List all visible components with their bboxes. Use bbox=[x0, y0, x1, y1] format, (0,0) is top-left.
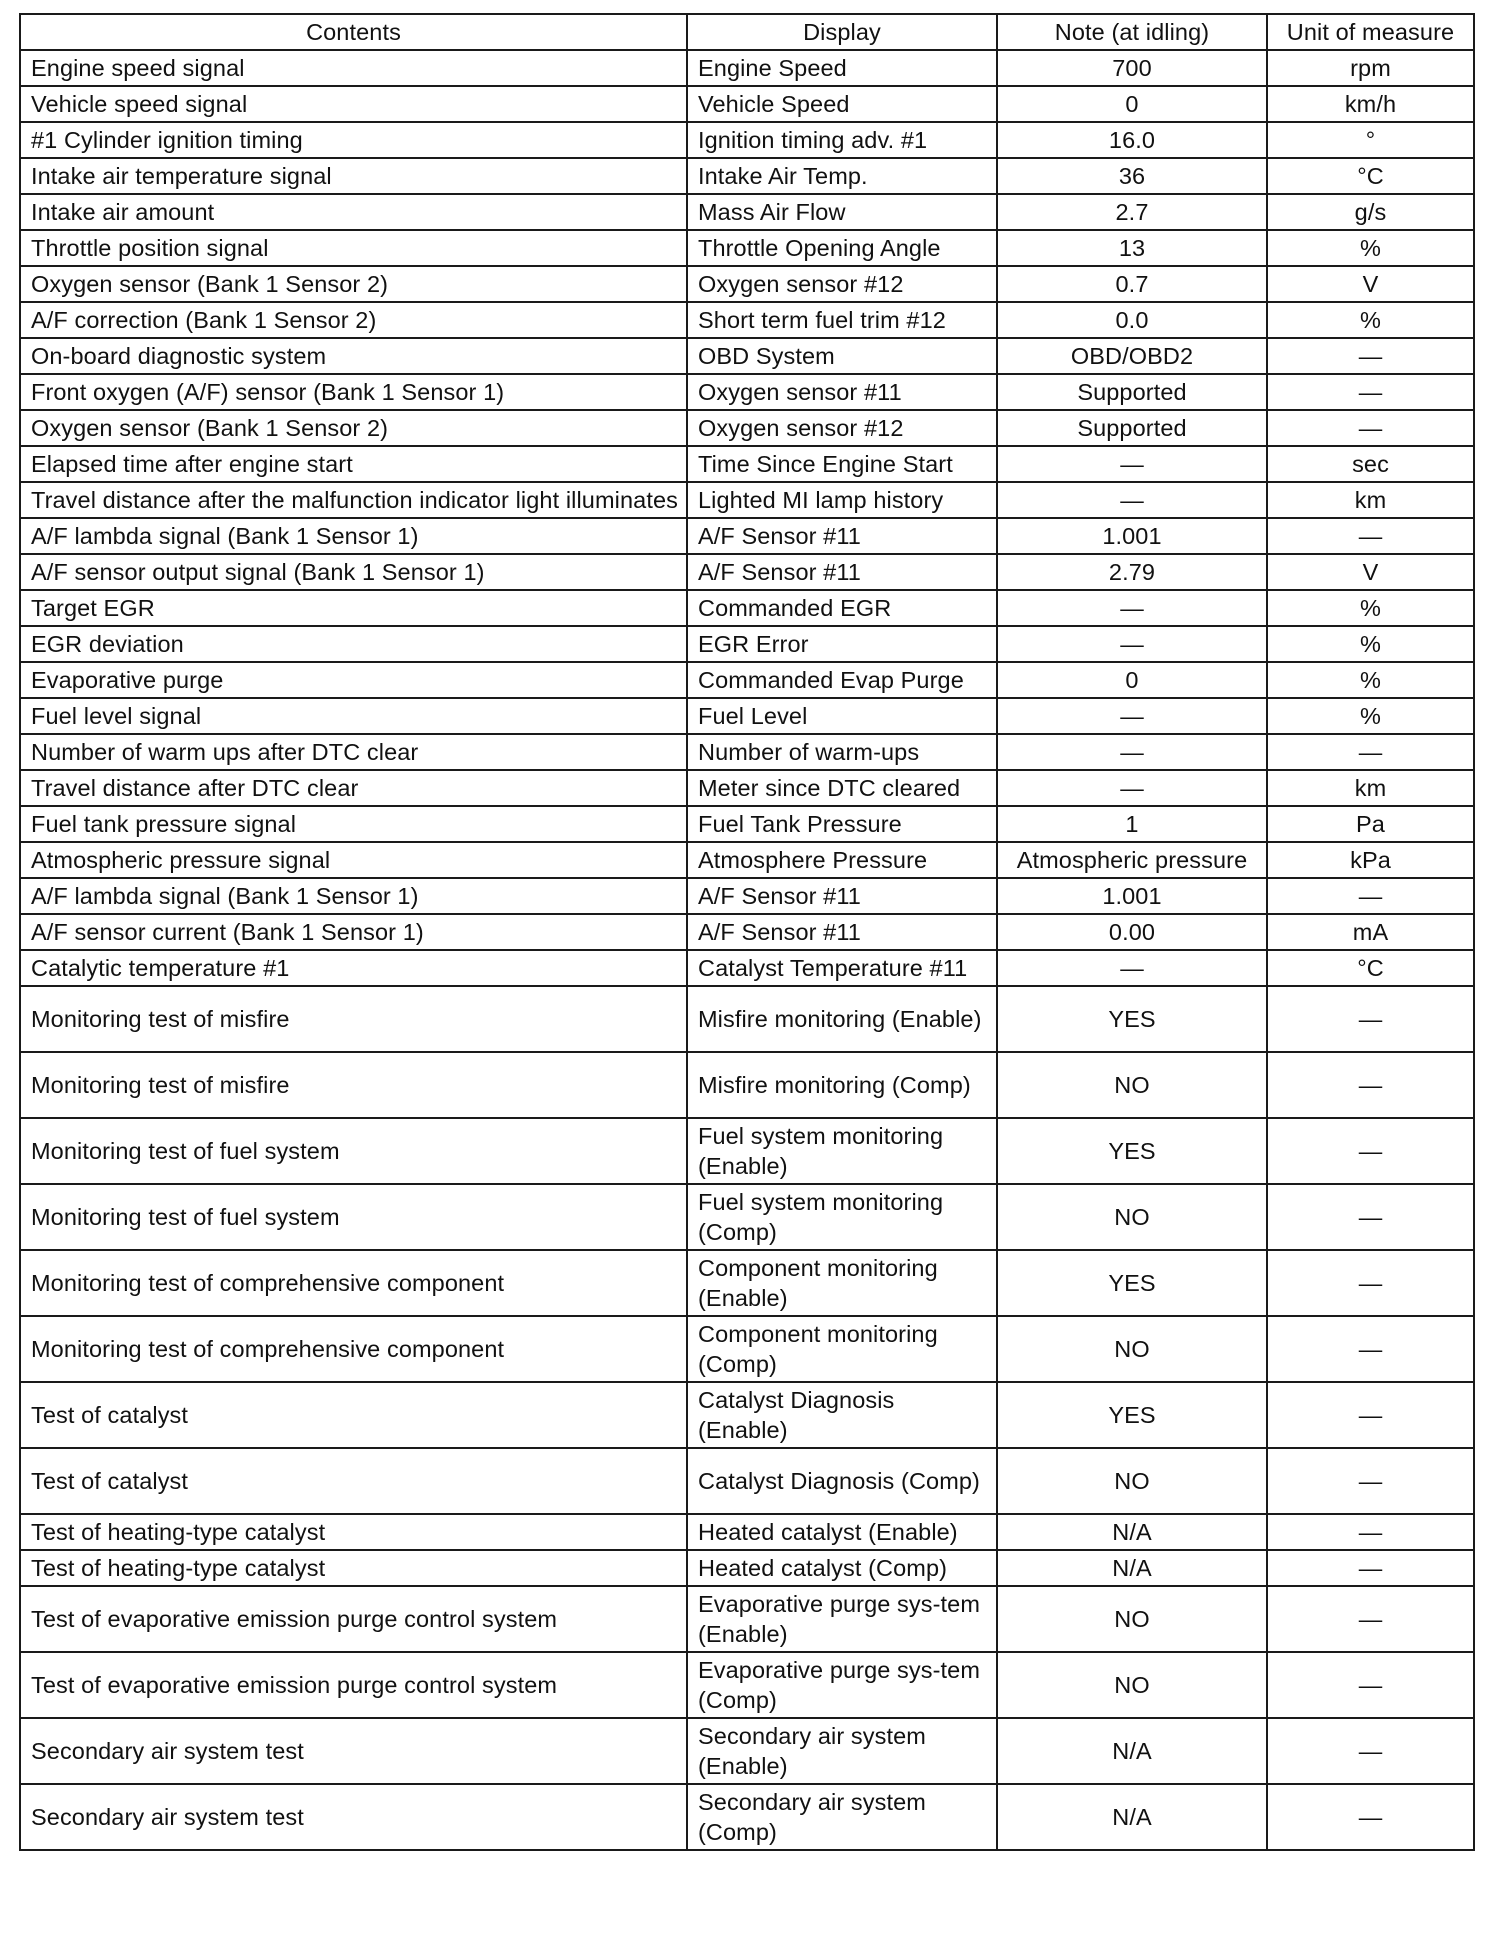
data-display-table bbox=[19, 13, 1475, 1851]
cell-contents: Monitoring test of fuel system bbox=[20, 1184, 687, 1250]
cell-unit: — bbox=[1267, 1184, 1474, 1250]
cell-contents: Test of evaporative emission purge control system bbox=[20, 1652, 687, 1718]
cell-display: Vehicle Speed bbox=[687, 86, 997, 122]
cell-unit: km/h bbox=[1267, 86, 1474, 122]
cell-display: Oxygen sensor #11 bbox=[687, 374, 997, 410]
cell-contents: EGR deviation bbox=[20, 626, 687, 662]
cell-note: YES bbox=[997, 1250, 1267, 1316]
table-row bbox=[20, 266, 1474, 302]
table-row bbox=[20, 230, 1474, 266]
cell-note: — bbox=[997, 950, 1267, 986]
table-row bbox=[20, 554, 1474, 590]
cell-display: Atmosphere Pressure bbox=[687, 842, 997, 878]
table-row bbox=[20, 194, 1474, 230]
cell-contents: Test of evaporative emission purge control system bbox=[20, 1586, 687, 1652]
cell-display: Secondary air system (Comp) bbox=[687, 1784, 997, 1850]
cell-contents: Elapsed time after engine start bbox=[20, 446, 687, 482]
table-row bbox=[20, 1382, 1474, 1448]
cell-note: NO bbox=[997, 1586, 1267, 1652]
cell-note: 1.001 bbox=[997, 518, 1267, 554]
cell-unit: — bbox=[1267, 1118, 1474, 1184]
cell-unit: km bbox=[1267, 482, 1474, 518]
cell-display: Meter since DTC cleared bbox=[687, 770, 997, 806]
table-row bbox=[20, 1250, 1474, 1316]
cell-contents: Oxygen sensor (Bank 1 Sensor 2) bbox=[20, 410, 687, 446]
cell-note: N/A bbox=[997, 1784, 1267, 1850]
cell-note: N/A bbox=[997, 1514, 1267, 1550]
cell-note: N/A bbox=[997, 1550, 1267, 1586]
cell-display: Secondary air system (Enable) bbox=[687, 1718, 997, 1784]
cell-note: NO bbox=[997, 1652, 1267, 1718]
cell-unit: — bbox=[1267, 1652, 1474, 1718]
cell-contents: Travel distance after the malfunction indicator light illuminates bbox=[20, 482, 687, 518]
cell-unit: — bbox=[1267, 1784, 1474, 1850]
cell-contents: Atmospheric pressure signal bbox=[20, 842, 687, 878]
table-row bbox=[20, 1784, 1474, 1850]
table-row bbox=[20, 86, 1474, 122]
cell-contents: Fuel level signal bbox=[20, 698, 687, 734]
cell-note: YES bbox=[997, 986, 1267, 1052]
cell-unit: — bbox=[1267, 338, 1474, 374]
header-unit: Unit of measure bbox=[1267, 14, 1474, 50]
cell-unit: — bbox=[1267, 1718, 1474, 1784]
cell-contents: Intake air temperature signal bbox=[20, 158, 687, 194]
table-row bbox=[20, 734, 1474, 770]
cell-display: Number of warm-ups bbox=[687, 734, 997, 770]
cell-unit: — bbox=[1267, 410, 1474, 446]
cell-display: Fuel Level bbox=[687, 698, 997, 734]
cell-unit: — bbox=[1267, 1316, 1474, 1382]
cell-unit: rpm bbox=[1267, 50, 1474, 86]
cell-unit: % bbox=[1267, 590, 1474, 626]
table-row bbox=[20, 1448, 1474, 1514]
cell-unit: % bbox=[1267, 230, 1474, 266]
cell-display: Commanded Evap Purge bbox=[687, 662, 997, 698]
cell-unit: — bbox=[1267, 1586, 1474, 1652]
cell-contents: Test of heating-type catalyst bbox=[20, 1514, 687, 1550]
cell-unit: mA bbox=[1267, 914, 1474, 950]
cell-note: — bbox=[997, 698, 1267, 734]
table-row bbox=[20, 842, 1474, 878]
cell-unit: — bbox=[1267, 518, 1474, 554]
table-row bbox=[20, 1586, 1474, 1652]
cell-note: 1.001 bbox=[997, 878, 1267, 914]
table-row bbox=[20, 662, 1474, 698]
cell-unit: — bbox=[1267, 1250, 1474, 1316]
cell-contents: Secondary air system test bbox=[20, 1784, 687, 1850]
cell-contents: Monitoring test of comprehensive component bbox=[20, 1250, 687, 1316]
cell-unit: °C bbox=[1267, 950, 1474, 986]
table-row bbox=[20, 446, 1474, 482]
table-row bbox=[20, 1052, 1474, 1118]
cell-unit: — bbox=[1267, 1382, 1474, 1448]
cell-unit: g/s bbox=[1267, 194, 1474, 230]
table-row bbox=[20, 1118, 1474, 1184]
cell-note: Supported bbox=[997, 374, 1267, 410]
cell-contents: On-board diagnostic system bbox=[20, 338, 687, 374]
cell-note: YES bbox=[997, 1382, 1267, 1448]
table-row bbox=[20, 518, 1474, 554]
table-row bbox=[20, 698, 1474, 734]
cell-unit: — bbox=[1267, 1514, 1474, 1550]
cell-note: 700 bbox=[997, 50, 1267, 86]
table-row bbox=[20, 626, 1474, 662]
table-row bbox=[20, 806, 1474, 842]
cell-unit: °C bbox=[1267, 158, 1474, 194]
header-row bbox=[20, 14, 1474, 50]
cell-unit: — bbox=[1267, 986, 1474, 1052]
cell-contents: Oxygen sensor (Bank 1 Sensor 2) bbox=[20, 266, 687, 302]
cell-contents: Number of warm ups after DTC clear bbox=[20, 734, 687, 770]
cell-display: Misfire monitoring (Enable) bbox=[687, 986, 997, 1052]
cell-display: Fuel system monitoring (Enable) bbox=[687, 1118, 997, 1184]
table-row bbox=[20, 374, 1474, 410]
table-row bbox=[20, 1514, 1474, 1550]
cell-note: NO bbox=[997, 1448, 1267, 1514]
cell-note: 0.7 bbox=[997, 266, 1267, 302]
table-row bbox=[20, 158, 1474, 194]
cell-display: Fuel system monitoring (Comp) bbox=[687, 1184, 997, 1250]
cell-display: Heated catalyst (Comp) bbox=[687, 1550, 997, 1586]
table-row bbox=[20, 410, 1474, 446]
cell-contents: Test of catalyst bbox=[20, 1382, 687, 1448]
cell-display: A/F Sensor #11 bbox=[687, 518, 997, 554]
cell-contents: Engine speed signal bbox=[20, 50, 687, 86]
cell-note: 2.79 bbox=[997, 554, 1267, 590]
cell-contents: Secondary air system test bbox=[20, 1718, 687, 1784]
header-display: Display bbox=[687, 14, 997, 50]
table-row bbox=[20, 1652, 1474, 1718]
table-row bbox=[20, 50, 1474, 86]
cell-display: Catalyst Diagnosis (Comp) bbox=[687, 1448, 997, 1514]
cell-display: Intake Air Temp. bbox=[687, 158, 997, 194]
cell-display: Catalyst Diagnosis (Enable) bbox=[687, 1382, 997, 1448]
cell-note: 16.0 bbox=[997, 122, 1267, 158]
cell-contents: Vehicle speed signal bbox=[20, 86, 687, 122]
cell-unit: — bbox=[1267, 1550, 1474, 1586]
cell-note: — bbox=[997, 770, 1267, 806]
cell-note: OBD/OBD2 bbox=[997, 338, 1267, 374]
cell-display: Throttle Opening Angle bbox=[687, 230, 997, 266]
cell-note: 1 bbox=[997, 806, 1267, 842]
cell-display: Heated catalyst (Enable) bbox=[687, 1514, 997, 1550]
cell-note: — bbox=[997, 446, 1267, 482]
cell-display: OBD System bbox=[687, 338, 997, 374]
cell-contents: A/F correction (Bank 1 Sensor 2) bbox=[20, 302, 687, 338]
cell-note: YES bbox=[997, 1118, 1267, 1184]
cell-display: Lighted MI lamp history bbox=[687, 482, 997, 518]
cell-contents: Fuel tank pressure signal bbox=[20, 806, 687, 842]
cell-unit: % bbox=[1267, 662, 1474, 698]
cell-display: Misfire monitoring (Comp) bbox=[687, 1052, 997, 1118]
cell-contents: A/F lambda signal (Bank 1 Sensor 1) bbox=[20, 518, 687, 554]
cell-contents: Throttle position signal bbox=[20, 230, 687, 266]
cell-contents: Monitoring test of misfire bbox=[20, 1052, 687, 1118]
cell-display: Short term fuel trim #12 bbox=[687, 302, 997, 338]
cell-note: Atmospheric pressure bbox=[997, 842, 1267, 878]
cell-note: 36 bbox=[997, 158, 1267, 194]
cell-contents: #1 Cylinder ignition timing bbox=[20, 122, 687, 158]
cell-contents: Evaporative purge bbox=[20, 662, 687, 698]
table-row bbox=[20, 590, 1474, 626]
table-row bbox=[20, 1184, 1474, 1250]
cell-unit: — bbox=[1267, 1448, 1474, 1514]
table-row bbox=[20, 914, 1474, 950]
cell-note: 2.7 bbox=[997, 194, 1267, 230]
cell-note: — bbox=[997, 590, 1267, 626]
table-row bbox=[20, 770, 1474, 806]
cell-note: — bbox=[997, 734, 1267, 770]
cell-unit: V bbox=[1267, 266, 1474, 302]
cell-note: — bbox=[997, 626, 1267, 662]
table-body bbox=[20, 50, 1474, 1850]
cell-contents: Test of catalyst bbox=[20, 1448, 687, 1514]
cell-display: Evaporative purge sys-tem (Enable) bbox=[687, 1586, 997, 1652]
cell-unit: km bbox=[1267, 770, 1474, 806]
table-row bbox=[20, 122, 1474, 158]
cell-unit: % bbox=[1267, 302, 1474, 338]
cell-contents: A/F sensor current (Bank 1 Sensor 1) bbox=[20, 914, 687, 950]
cell-unit: sec bbox=[1267, 446, 1474, 482]
cell-contents: Intake air amount bbox=[20, 194, 687, 230]
cell-contents: Test of heating-type catalyst bbox=[20, 1550, 687, 1586]
table-row bbox=[20, 482, 1474, 518]
cell-contents: Catalytic temperature #1 bbox=[20, 950, 687, 986]
cell-display: EGR Error bbox=[687, 626, 997, 662]
cell-contents: Monitoring test of fuel system bbox=[20, 1118, 687, 1184]
cell-note: NO bbox=[997, 1316, 1267, 1382]
cell-contents: A/F lambda signal (Bank 1 Sensor 1) bbox=[20, 878, 687, 914]
cell-note: N/A bbox=[997, 1718, 1267, 1784]
cell-unit: — bbox=[1267, 1052, 1474, 1118]
header-note: Note (at idling) bbox=[997, 14, 1267, 50]
cell-display: Component monitoring (Comp) bbox=[687, 1316, 997, 1382]
cell-display: Mass Air Flow bbox=[687, 194, 997, 230]
cell-unit: — bbox=[1267, 374, 1474, 410]
cell-display: A/F Sensor #11 bbox=[687, 878, 997, 914]
table-row bbox=[20, 878, 1474, 914]
cell-display: Time Since Engine Start bbox=[687, 446, 997, 482]
table-row bbox=[20, 986, 1474, 1052]
cell-note: 0 bbox=[997, 662, 1267, 698]
cell-unit: V bbox=[1267, 554, 1474, 590]
cell-note: 13 bbox=[997, 230, 1267, 266]
cell-contents: Monitoring test of comprehensive component bbox=[20, 1316, 687, 1382]
cell-note: 0 bbox=[997, 86, 1267, 122]
table-row bbox=[20, 950, 1474, 986]
cell-display: Catalyst Temperature #11 bbox=[687, 950, 997, 986]
cell-unit: % bbox=[1267, 626, 1474, 662]
cell-display: Commanded EGR bbox=[687, 590, 997, 626]
cell-display: Fuel Tank Pressure bbox=[687, 806, 997, 842]
cell-note: 0.0 bbox=[997, 302, 1267, 338]
cell-display: Engine Speed bbox=[687, 50, 997, 86]
cell-note: NO bbox=[997, 1052, 1267, 1118]
cell-contents: Travel distance after DTC clear bbox=[20, 770, 687, 806]
cell-note: 0.00 bbox=[997, 914, 1267, 950]
cell-display: Ignition timing adv. #1 bbox=[687, 122, 997, 158]
cell-note: — bbox=[997, 482, 1267, 518]
cell-unit: — bbox=[1267, 734, 1474, 770]
cell-display: Oxygen sensor #12 bbox=[687, 410, 997, 446]
cell-contents: A/F sensor output signal (Bank 1 Sensor 1) bbox=[20, 554, 687, 590]
table-header bbox=[20, 14, 1474, 50]
cell-display: Oxygen sensor #12 bbox=[687, 266, 997, 302]
cell-note: NO bbox=[997, 1184, 1267, 1250]
table-row bbox=[20, 1718, 1474, 1784]
table-row bbox=[20, 1316, 1474, 1382]
table-row bbox=[20, 1550, 1474, 1586]
cell-unit: kPa bbox=[1267, 842, 1474, 878]
cell-display: Component monitoring (Enable) bbox=[687, 1250, 997, 1316]
cell-display: Evaporative purge sys-tem (Comp) bbox=[687, 1652, 997, 1718]
cell-display: A/F Sensor #11 bbox=[687, 554, 997, 590]
cell-contents: Monitoring test of misfire bbox=[20, 986, 687, 1052]
cell-contents: Front oxygen (A/F) sensor (Bank 1 Sensor 1) bbox=[20, 374, 687, 410]
table-row bbox=[20, 302, 1474, 338]
cell-unit: % bbox=[1267, 698, 1474, 734]
cell-unit: ° bbox=[1267, 122, 1474, 158]
cell-note: Supported bbox=[997, 410, 1267, 446]
cell-unit: Pa bbox=[1267, 806, 1474, 842]
cell-display: A/F Sensor #11 bbox=[687, 914, 997, 950]
header-contents: Contents bbox=[20, 14, 687, 50]
cell-contents: Target EGR bbox=[20, 590, 687, 626]
table-row bbox=[20, 338, 1474, 374]
cell-unit: — bbox=[1267, 878, 1474, 914]
